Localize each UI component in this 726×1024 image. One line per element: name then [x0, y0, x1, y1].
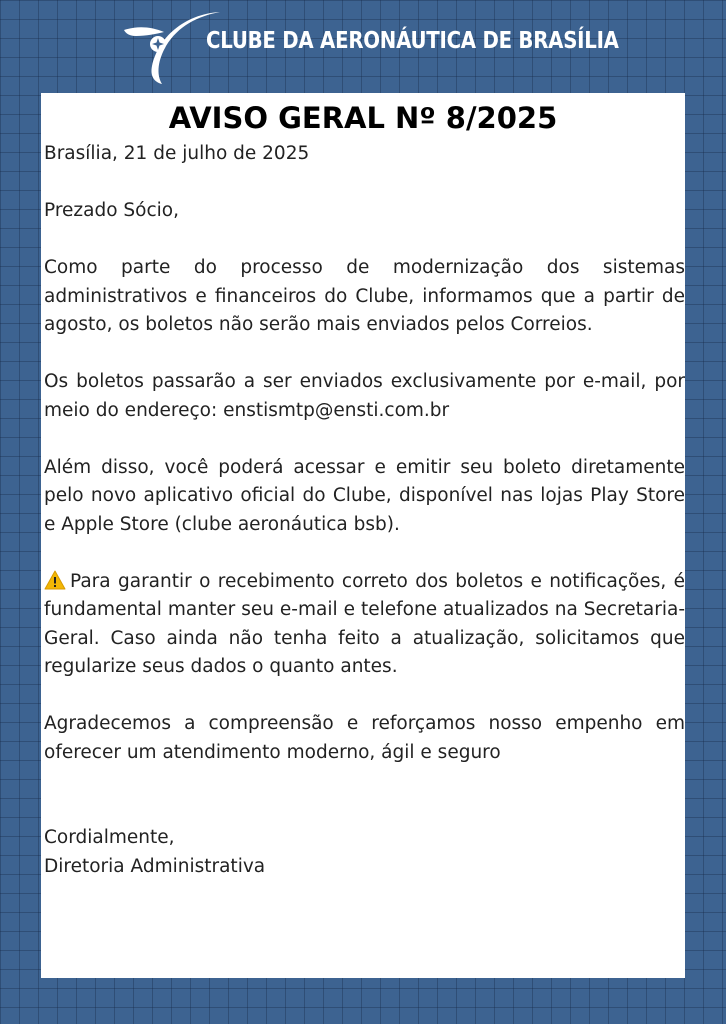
greeting: Prezado Sócio,	[44, 200, 179, 221]
closing: Cordialmente,	[44, 827, 175, 848]
signature: Diretoria Administrativa	[44, 855, 266, 877]
paragraph-email: Os boletos passarão a ser enviados exclusivamente por e-mail, por meio do endereço: enstismtp@ensti.com.br	[44, 371, 685, 421]
paragraph-app: Além disso, você poderá acessar e emitir seu boleto diretamente pelo novo aplicativo oficial do Clube, disponível nas lojas Play Store e Apple Store (clube aeronáutica bsb).	[44, 456, 685, 535]
paragraph-warning	[44, 568, 685, 682]
paragraph-thanks: Agradecemos a compreensão e reforçamos nosso empenho em oferecer um atendimento moderno, ágil e seguro	[44, 713, 685, 763]
notice-title: AVISO GERAL Nº 8/2025	[168, 101, 558, 135]
header	[0, 0, 726, 90]
date-line: Brasília, 21 de julho de 2025	[44, 143, 310, 164]
notice-body	[44, 140, 685, 881]
warning-text: Para garantir o recebimento correto dos boletos e notificações, é fundamental manter seu e-mail e telefone atualizados na Secretaria-Geral. Caso ainda não tenha feito a atualização, solicitamos que regularize seus dados o quanto antes.	[44, 570, 685, 677]
paragraph-modernization: Como parte do processo de modernização dos sistemas administrativos e financeiros do Clube, informamos que a partir de agosto, os boletos não serão mais enviados pelos Correios.	[44, 257, 685, 335]
club-name: CLUBE DA AERONÁUTICA DE BRASÍLIA	[206, 26, 619, 54]
warning-icon	[44, 570, 66, 590]
notice-card	[41, 93, 685, 978]
